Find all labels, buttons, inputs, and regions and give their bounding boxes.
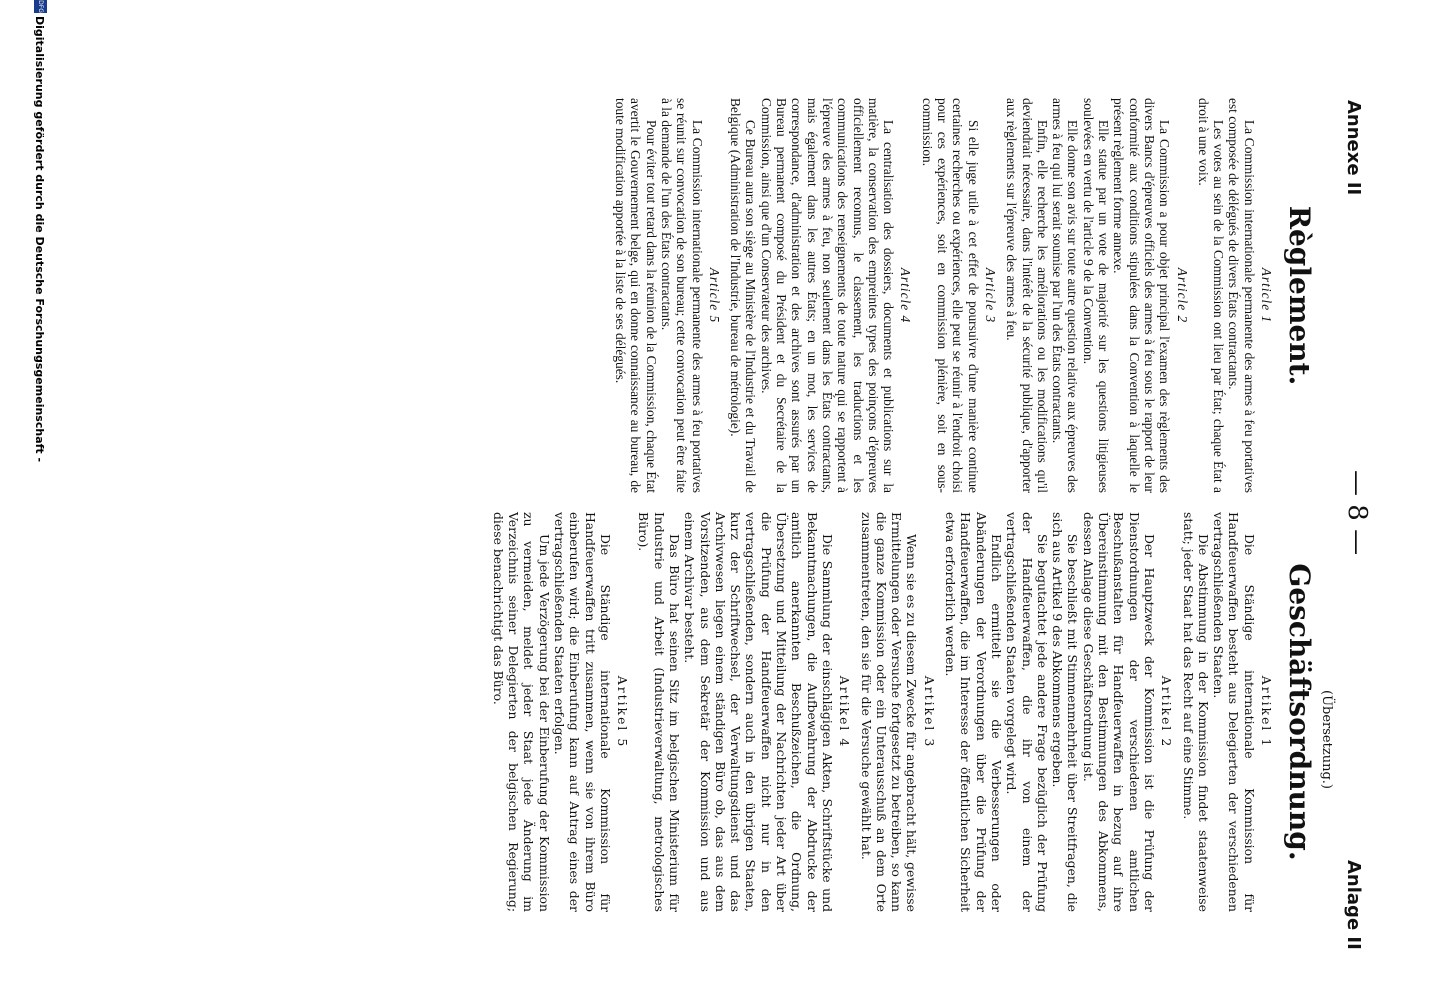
french-article-4-para-1: La centralisation des dossiers, documents et publications sur la matière, la conservation des empreintes types des poinçons d'épreuves officiellement reconnus, le classement, les traductions et les communications des renseignements de toute nature qui se rapportent à l'épreuve des armes à feu, non seulement dans les États contractants, mais également dans les autres États; en un mot, les services de correspondance, d'administration et des archives sont assurés par un Bureau permanent composé du Président et du Secrétaire de la Commission, ainsi que d'un Conservateur des archives. <box>758 98 897 493</box>
french-article-5-para-1: La Commission internationale permanente des armes à feu portatives se réunit sur convocation de son bureau; cette convocation peut être faite à la demande de l'un des États contractants. <box>659 98 705 493</box>
header-anlage-label: Anlage II <box>1343 860 1364 950</box>
german-article-2-para-4: Endlich ermittelt sie die Verbesserungen oder Abänderungen der Verordnungen über die Prüfung der Handfeuerwaffen, die im Interesse der öffentlichen Sicherheit etwa erforderlich werden. <box>943 512 1004 912</box>
german-article-2-heading: Artikel 2 <box>1159 675 1175 749</box>
french-article-3-para-1: Si elle juge utile à cet effet de poursuivre d'une manière continue certaines recherches ou expériences, elle peut se réunir à l'endroit choisi pour ces expériences, soit en commission plénière, soit en sous-commission. <box>919 98 981 493</box>
german-article-4-para-1: Die Sammlung der einschlägigen Akten, Schriftstücke und Bekanntmachungen, die Aufbewahrung der Abdrucke der amtlich anerkannten Beschußzeichen, die Ordnung, Übersetzung und Mitteilung der Nachrichten jeder Art über die Prüfung der Handfeuerwaffen nicht nur in den vertragschließenden, sondern auch in den übrigen Staaten, kurz der Schriftwechsel, der Verwaltungsdienst und das Archivwesen liegen einem ständigen Büro ob, das aus dem Vorsitzenden, aus dem Sekretär der Kommission und aus einem Archivar besteht. <box>682 512 835 912</box>
french-article-1-heading: Article 1 <box>1259 267 1274 324</box>
german-article-5-para-2: Um jede Verzögerung bei der Einberufung der Kommission zu vermeiden, meldet jeder Staat jede Änderung im Verzeichnis seiner Delegierten der belgischen Regierung; diese benachrichtigt das Büro. <box>490 512 552 912</box>
french-article-1-para-2: Les votes au sein de la Commission ont lieu par État; chaque État a droit à une voix. <box>1195 98 1227 493</box>
german-article-1-para-2: Die Abstimmung in der Kommission findet staatenweise statt; jeder Staat hat das Recht auf eine Stimme. <box>1180 512 1211 912</box>
german-article-3-heading: Artikel 3 <box>921 675 937 749</box>
german-article-3-para-1: Wenn sie es zu diesem Zwecke für angebracht hält, gewisse Ermittelungen oder Versuche fortgesetzt zu betreiben, so kann die ganze Kommission oder ein Unterausschuß an dem Orte zusammentreten, den sie für die Versuche gewählt hat. <box>858 512 920 912</box>
german-subtitle: (Übersetzung.) <box>1319 690 1334 789</box>
french-article-2-para-3: Elle donne son avis sur toute autre question relative aux épreuves des armes à feu qui lui serait soumise par l'un des États contractants. <box>1050 98 1081 493</box>
page-number: — 8 — <box>1342 470 1372 556</box>
german-article-5-heading: Artikel 5 <box>615 675 631 749</box>
digitization-footer <box>14 0 54 1000</box>
german-article-5-para-1: Die Ständige internationale Kommission für Handfeuerwaffen tritt zusammen, wenn sie von ihrem Büro einberufen wird; die Einberufung kann auf Antrag eines der vertragschließenden Staaten erfolgen. <box>551 512 613 912</box>
german-article-1-para-1: Die Ständige internationale Kommission für Handfeuerwaffen besteht aus Delegierten der verschiedenen vertragschließenden Staaten. <box>1211 512 1257 912</box>
german-article-4-para-2: Das Büro hat seinen Sitz im belgischen Ministerium für Industrie und Arbeit (Industrieverwaltung, metrologisches Büro). <box>636 512 683 912</box>
german-article-2-para-3: Sie begutachtet jede andere Frage bezüglich der Prüfung der Handfeuerwaffen, die ihr von einem der vertragschließenden Staaten vorgelegt wird. <box>1004 512 1050 912</box>
french-article-2-para-4: Enfin, elle recherche les améliorations ou les modifications qu'il deviendrait nécessaire, dans l'intérêt de la sécurité publique, d'apporter aux règlements sur l'épreuve des armes à feu. <box>1004 98 1050 493</box>
german-article-2-para-2: Sie beschließt mit Stimmenmehrheit über Streitfragen, die sich aus Artikel 9 des Abkommens ergeben. <box>1050 512 1081 912</box>
french-article-2-para-1: La Commission a pour objet principal l'examen des règlements des divers Bancs d'épreuves officiels des armes à feu sous le rapport de leur conformité aux conditions stipulées dans la Convention à laquelle le présent règlement forme annexe. <box>1111 98 1173 493</box>
french-article-4-heading: Article 4 <box>898 267 914 324</box>
french-article-4-para-2: Ce Bureau aura son siège au Ministère de l'Industrie et du Travail de Belgique (Administration de l'Industrie, bureau de métrologie). <box>728 98 759 493</box>
german-column <box>74 512 1324 912</box>
german-article-2-para-1: Der Hauptzweck der Kommission ist die Prüfung der Dienstordnungen der verschiedenen amtlichen Beschußanstalten für Handfeuerwaffen in bezug auf ihre Übereinstimmung mit den Bestimmungen des Abkommens, dessen Anlage diese Geschäftsordnung ist. <box>1080 512 1157 912</box>
french-article-5-para-2: Pour éviter tout retard dans la réunion de la Commission, chaque État avertit le Gouvernement belge, qui en donne connaissance au bureau, de toute modification apportée à la liste de ses délégués. <box>613 98 659 493</box>
french-column <box>74 98 1324 493</box>
french-article-2-heading: Article 2 <box>1174 267 1190 324</box>
french-article-1-para-1: La Commission internationale permanente des armes à feu portatives est composée de délégués de divers États contractants. <box>1226 98 1257 493</box>
german-article-1-heading: Artikel 1 <box>1259 675 1274 749</box>
header-annexe-label: Annexe II <box>1343 100 1364 196</box>
dfg-logo-icon: DFG <box>34 0 47 13</box>
french-article-3-heading: Article 3 <box>982 267 998 324</box>
french-article-5-heading: Article 5 <box>706 267 722 324</box>
french-article-2-para-2: Elle statue par un vote de majorité sur les questions litigieuses soulevées en vertu de l'article 9 de la Convention. <box>1080 98 1112 493</box>
german-title: Geschäftsordnung. <box>1283 563 1316 861</box>
german-article-4-heading: Artikel 4 <box>837 675 853 749</box>
french-title: Règlement. <box>1283 205 1316 386</box>
footer-credit-text: Digitalisierung gefördert durch die Deutsche Forschungsgemeinschaft - <box>33 16 46 463</box>
